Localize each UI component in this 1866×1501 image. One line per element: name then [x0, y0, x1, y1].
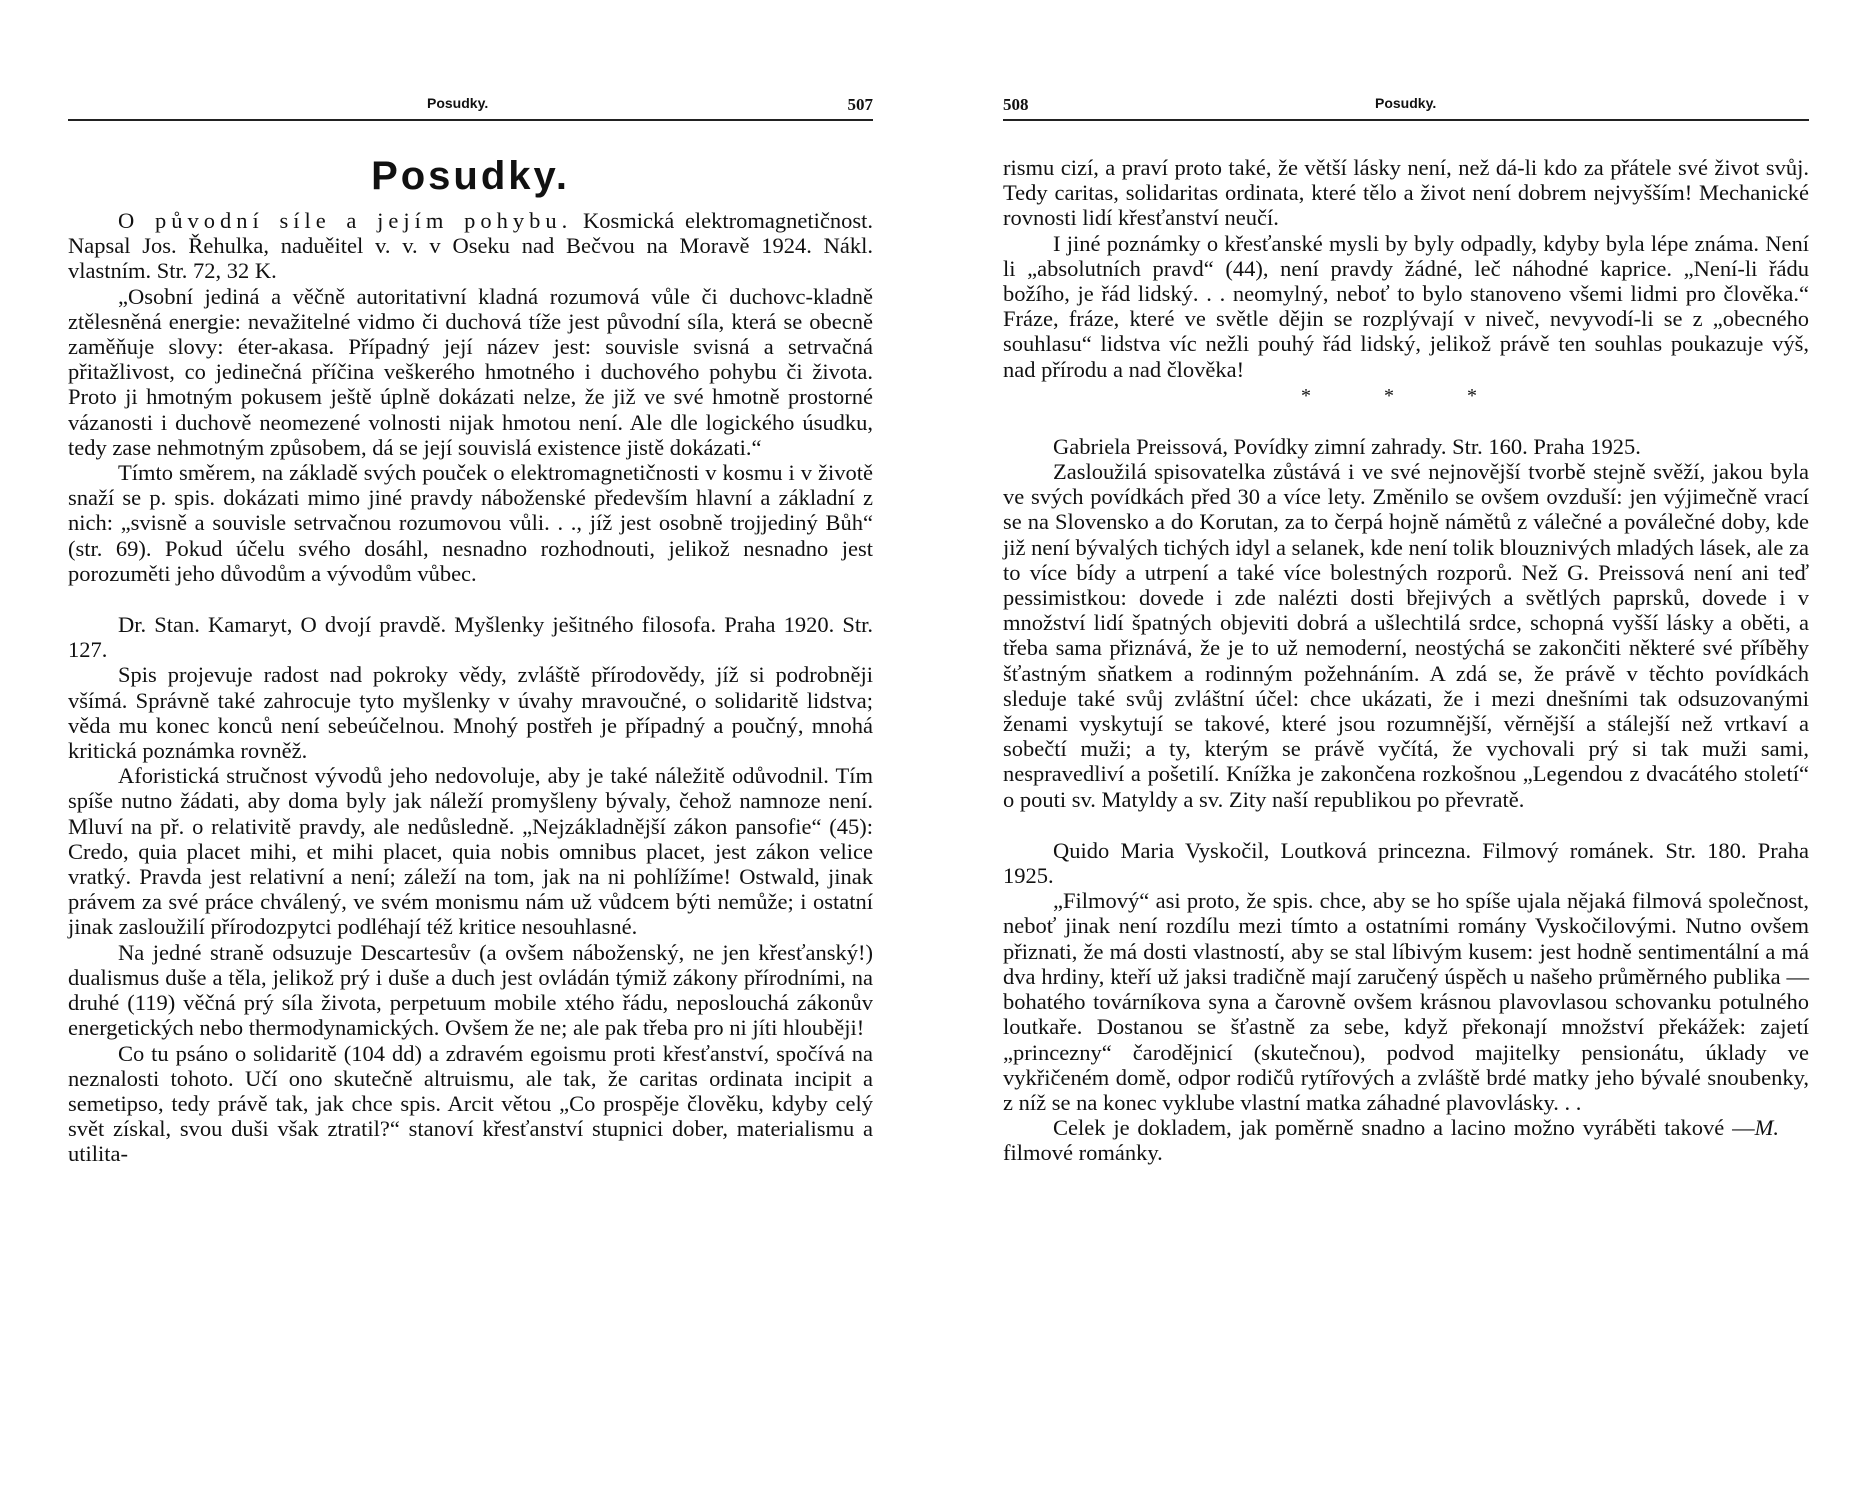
page-number: 508	[1003, 95, 1029, 114]
page-number: 507	[847, 95, 873, 114]
running-head-title: Posudky.	[427, 95, 489, 111]
review-paragraph: Spis projevuje radost nad pokroky vědy, zvláště přírodovědy, jíž si podrobněji všímá. Správně také zahrocuje tyto myšlenky v úvahy mravoučné, o solidaritě lidstva; věda mu konec konců není sebeúčelnou. Mnohý postřeh je případný a poučný, mnohá kritická poznámka rovněž.	[68, 662, 873, 764]
review-heading: Quido Maria Vyskočil, Loutková princezna. Filmový románek. Str. 180. Praha 1925.	[1003, 837, 1809, 889]
section-gap	[68, 586, 873, 612]
left-page-body	[68, 148, 873, 1167]
review-paragraph: Co tu psáno o solidaritě (104 dd) a zdravém egoismu proti křesťanství, spočívá na neznalosti tohoto. Učí ono skutečně altruismu, ale tak, že caritas ordinata incipit a semetipso, tedy právě tak, jak chce spis. Arcit větou „Co prospěje člověku, kdyby celý svět získal, svou duši však ztratil?“ stanoví křesťanství stupnici dober, materialismu a utilita-	[68, 1040, 873, 1167]
left-running-head	[68, 95, 873, 121]
signature: M.	[1754, 1115, 1779, 1141]
right-page	[933, 0, 1866, 1501]
review-paragraph: Tímto směrem, na základě svých pouček o elektromagnetičnosti v kosmu i v životě snaží se p. spis. dokázati mimo jiné pravdy náboženské především hlavní a základní z nich: „svisně a souvisle setrvačnou rozumovou vůli. . ., jíž jest osobně trojjediný Bůh“ (str. 69). Pokud účelu svého dosáhl, nesnadno rozhodnouti, jelikož nesnadno jest porozuměti jeho důvodům a vývodům vůbec.	[68, 460, 873, 586]
right-running-head	[1003, 95, 1809, 121]
section-gap	[1003, 408, 1809, 434]
closing-line	[1003, 1115, 1809, 1165]
review-heading-rest: Kosmická elektromagnetičnost. Napsal Jos. Řehulka, naduěitel v. v. v Oseku nad Bečvou na Moravě 1924. Nákl. vlastním. Str. 72, 32 K.	[68, 208, 874, 284]
section-title: Posudky.	[371, 154, 570, 198]
review-paragraph: Na jedné straně odsuzuje Descartesův (a ovšem náboženský, ne jen křesťanský!) dualismus duše a těla, jelikož prý i duše a duch jest ovládán týmiž zákony přírodními, na druhé (119) věčná prý síla života, perpetuum mobile xtého řádu, neposlouchá zákonův energetických nebo thermodynamických. Ovšem že ne; ale pak třeba pro ni jíti hlouběji!	[68, 939, 873, 1041]
review-heading: Dr. Stan. Kamaryt, O dvojí pravdě. Myšlenky ješitného filosofa. Praha 1920. Str. 127.	[68, 612, 873, 663]
review-title-spaced: O původní síle a jejím pohybu.	[118, 208, 573, 233]
header-rule	[68, 119, 873, 121]
review-paragraph: I jiné poznámky o křesťanské mysli by byly odpadly, kdyby byla lépe známa. Není li „absolutních pravd“ (44), není pravdy žádné, leč náhodné kaprice. „Není-li řádu božího, je řád lidský. . . neomylný, neboť to bylo stanoveno všemi lidmi pro člověka.“ Fráze, fráze, které ve světle dějin se rozplývají v niveč, nevyvodí-li se z „obecného souhlasu“ lidstva víc nežli pouhý řád lidský, jelikož právě ten souhlas poukazuje výš, nad přírodu a nad člověka!	[1003, 230, 1809, 382]
review-paragraph: „Filmový“ asi proto, že spis. chce, aby se ho spíše ujala nějaká filmová společnost, neboť jinak není rozdílu mezi tímto a ostatními romány Vyskočilovými. Nutno ovšem přiznati, že má dosti vlastností, aby se stal líbivým kusem: jest hodně sentimentální a má dva hrdiny, kteří už jaksi tradičně mají zaručený úspěch u našeho průměrného publika — bohatého továrníkova syna a čarovně ovšem krásnou plavovlasou schovanku potulného loutkaře. Dostanou se šťastně za sebe, když překonají množství překážek: zajetí „princezny“ čarodějnicí (skutečnou), podvod majitelky pensionátu, úklady ve vykřičeném domě, odpor rodičů rytířových a zvláště brdé matky jeho bývalé snoubenky, z níž se na konec vyklube vlastní matka záhadné plavovlásky. . .	[1003, 888, 1809, 1115]
running-head-title: Posudky.	[1375, 95, 1437, 111]
review-paragraph: Celek je dokladem, jak poměrně snadno a lacino možno vyráběti takové — filmové románky.	[1003, 1115, 1755, 1166]
review-paragraph: „Osobní jediná a věčně autoritativní kladná rozumová vůle či duchovc-kladně ztělesněná energie: nevažitelné vidmo či duchová tíže jest původní síla, která se obecně zaměňuje slovy: éter-akasa. Případný její název jest: souvisle svisná a setrvačná přitažlivost, co jedinečná příčina veškerého hmotného i duchového pohybu či života. Proto ji hmotným pokusem ještě úplně dokázati nelze, že již ve své hmotně prostorné vázanosti i duchově neomezené volnosti nijak hmotou není. Ale dle logického úsudku, tedy zase nehmotným způsobem, dá se její souvislá existence jistě dokázati.“	[68, 283, 873, 460]
section-separator-stars: * * *	[1301, 384, 1511, 407]
review-heading: Gabriela Preissová, Povídky zimní zahrady. Str. 160. Praha 1925.	[1053, 433, 1641, 459]
right-page-body	[1003, 155, 1809, 1166]
continuation-paragraph: rismu cizí, a praví proto také, že větší lásky není, než dá-li kdo za přátele své život svůj. Tedy caritas, solidaritas ordinata, které tělo a život není dobrem nejvyšším! Mechanické rovnosti lidí křesťanství neučí.	[1003, 155, 1809, 231]
header-rule	[1003, 119, 1809, 121]
review-paragraph: Aforistická stručnost vývodů jeho nedovoluje, aby je také náležitě odůvodnil. Tím spíše nutno žádati, aby doma byly jak náleží promyšleny bývaly, čehož namnoze není. Mluví na př. o relativitě pravdy, ale nedůsledně. „Nejzákladnější zákon pansofie“ (45): Credo, quia placet mihi, et mihi placet, quia nobis omnibus placet, jest zákon velice vratký. Pravda jest relativní a není; záleží na tom, jak na ni pohlížíme! Ostwald, jinak právem za své práce chválený, ve svém monismu nám už vůdcem býti nemůže; i ostatní jinak zasloužilí přírodozpytci podléhají též kritice nesouhlasné.	[68, 763, 873, 940]
section-gap	[1003, 812, 1809, 838]
review-heading	[68, 208, 873, 284]
review-paragraph: Zasloužilá spisovatelka zůstává i ve své nejnovější tvorbě stejně svěží, jakou byla ve svých povídkách před 30 a více lety. Změnilo se ovšem ovzduší: jen výjimečně vrací se na Slovensko a do Korutan, za to čerpá hojně námětů z válečné a poválečné doby, kde již není bývalých tichých idyl a selanek, kde není tolik blouznivých mladých lásek, ale za to více bídy a utrpení a také více bolestných rozporů. Než G. Preissová není ani teď pessimistkou: dovede i zde nalézti dosti břejivých a světlých paprsků, dovede i v množství lidí špatných objeviti dobrá a ušlechtilá srdce, schopná vyšší lásky a oběti, a třeba sama přiznává, že je to už nemoderní, neostýchá se zakončiti některé své příběhy šťastným sňatkem a rodinným požehnáním. A zdá se, že právě v těchto povídkách sleduje také svůj zvláštní účel: chce ukázati, že i mezi dnešními tak odsuzovanými ženami vyskytují se takové, které jsou rozumnější, věrnější a stálejší než vrtkaví a sobečtí muži; a ty, kterým se právě vyčítá, že vychovali prý si tak muži sami, nespravedliví a pošetilí. Knížka je zakončena rozkošnou „Legendou z dvacátého století“ o pouti sv. Matyldy a sv. Zity naší republikou po převratě.	[1003, 459, 1809, 812]
